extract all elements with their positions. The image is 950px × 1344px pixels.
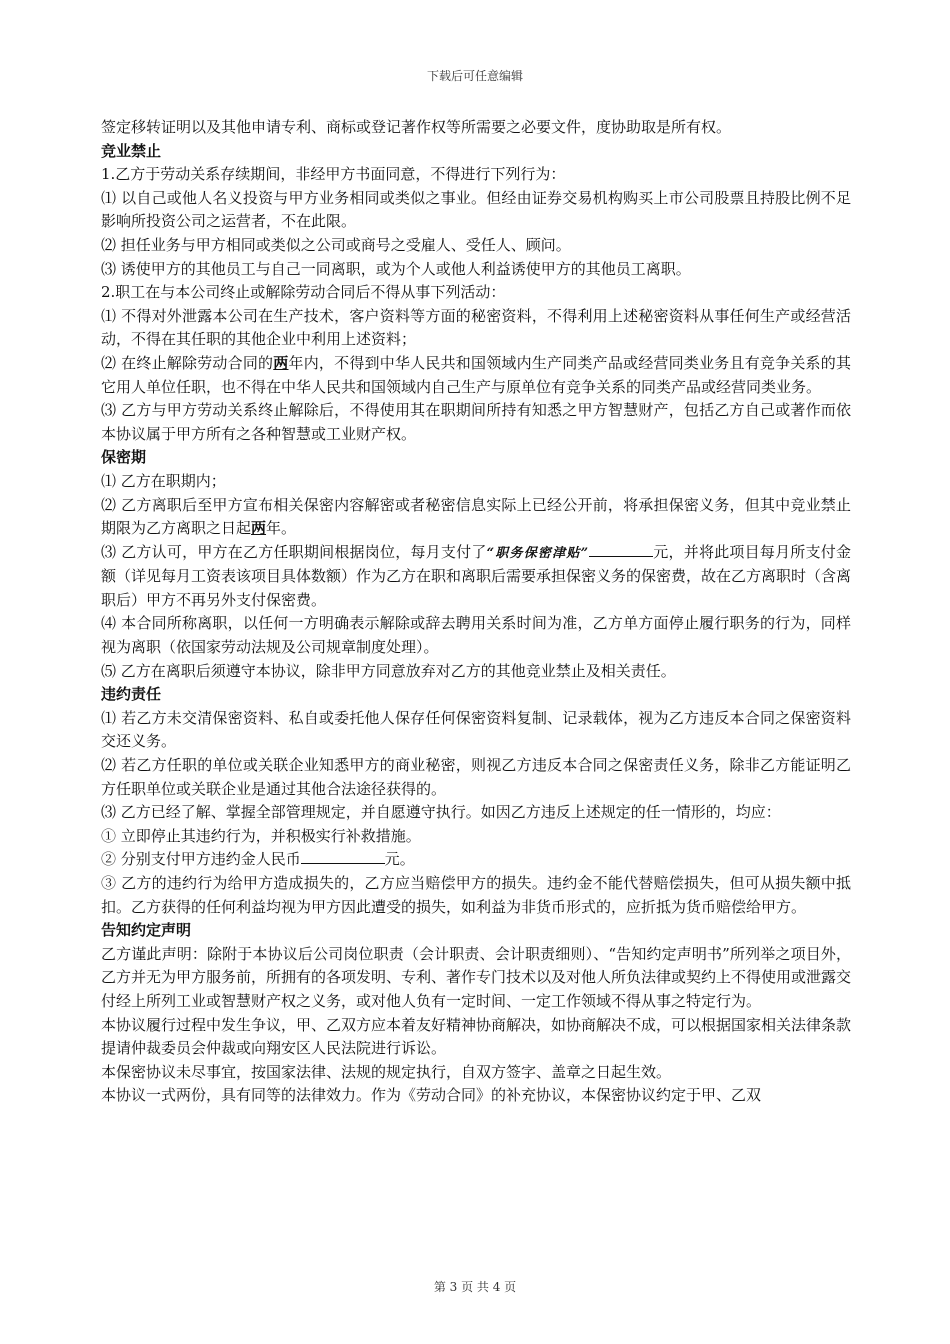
page-header: 下载后可任意编辑 — [426, 69, 523, 83]
clause-paragraph: 本保密协议未尽事宜，按国家法律、法规的规定执行，自双方签字、盖章之日起生效。 — [101, 1062, 672, 1081]
clause-paragraph: 本协议履行过程中发生争议，甲、乙双方应本着友好精神协商解决，如协商解决不成，可以根据国家相关法律条款提请仲裁委员会仲裁或向翔安区人民法院进行诉讼。 — [101, 1015, 852, 1058]
section-heading-declaration: 告知约定声明 — [101, 921, 192, 940]
clause-paragraph: 1.乙方于劳动关系存续期间，非经甲方书面同意，不得进行下列行为： — [101, 165, 566, 184]
clause-paragraph: ⑴ 乙方在职期内； — [101, 471, 226, 490]
intro-paragraph: 签定移转证明以及其他申请专利、商标或登记著作权等所需要之必要文件，度协助取是所有权。 — [101, 118, 732, 136]
clause-paragraph — [101, 848, 851, 872]
clause-paragraph: ⑷ 本合同所称离职，以任何一方明确表示解除或辞去聘用关系时间为准，乙方单方面停止履行职务的行为，同样视为离职（依国家劳动法规及公司规章制度处理）。 — [101, 614, 851, 657]
clause-text: ⑶ 乙方认可，甲方在乙方任职期间根据岗位，每月支付了 — [101, 542, 487, 561]
clause-text: 年。 — [266, 519, 297, 538]
clause-paragraph: ① 立即停止其违约行为，并积极实行补救措施。 — [101, 826, 421, 845]
clause-text: 元，并将此项目每月所支付金额（详见每月工资表该项目具体数额）作为乙方在职和离职后需要承担保密义务的保密费，故在乙方离职时（含离职后）甲方不再另外支付保密费。 — [101, 542, 852, 609]
clause-paragraph: 本协议一式两份，具有同等的法律效力。作为《劳动合同》的补充协议，本保密协议约定于甲、乙双 — [101, 1086, 762, 1105]
clause-paragraph: ⑶ 乙方已经了解、掌握全部管理规定，并自愿遵守执行。如因乙方违反上述规定的任一情形的，均应： — [101, 803, 781, 822]
document-body — [101, 116, 851, 1108]
year-count: 两 — [273, 353, 289, 372]
clause-paragraph: 乙方谨此声明：除附于本协议后公司岗位职责（会计职责、会计职责细则）、“告知约定声明书”所列举之项目外，乙方并无为甲方服务前，所拥有的各项发明、专利、著作专门技术以及对他人所负法律或契约上不得使用或泄露交付经上所列工业或智慧财产权之义务，或对他人负有一定时间、一定工作领域不得从事之特定行为。 — [101, 944, 852, 1010]
clause-text: ② 分别支付甲方违约金人民币 — [101, 850, 301, 869]
section-heading-noncompete: 竞业禁止 — [101, 141, 162, 160]
allowance-label: “职务保密津贴” — [486, 545, 590, 561]
clause-paragraph: ⑴ 若乙方未交清保密资料、私自或委托他人保存任何保密资料复制、记录载体，视为乙方违反本合同之保密资料交还义务。 — [101, 708, 851, 751]
clause-paragraph: ③ 乙方的违约行为给甲方造成损失的，乙方应当赔偿甲方的损失。违约金不能代替赔偿损失，但可从损失额中抵扣。乙方获得的任何利益均视为甲方因此遭受的损失，如利益为非货币形式的，应折抵为货币赔偿给甲方。 — [101, 874, 851, 916]
clause-paragraph: ⑶ 诱使甲方的其他员工与自己一同离职，或为个人或他人利益诱使甲方的其他员工离职。 — [101, 259, 691, 278]
page-footer: 第 3 页 共 4 页 — [433, 1280, 517, 1294]
clause-paragraph: 2.职工在与本公司终止或解除劳动合同后不得从事下列活动： — [101, 283, 506, 302]
clause-text: 年内，不得到中华人民共和国领域内生产同类产品或经营同类业务且有竞争关系的其它用人单位任职，也不得在中华人民共和国领域内自己生产与原单位有竞争关系的同类产品或经营同类业务。 — [101, 353, 851, 396]
clause-paragraph — [101, 352, 851, 399]
clause-text: ⑵ 乙方离职后至甲方宣布相关保密内容解密或者秘密信息实际上已经公开前，将承担保密义务，但其中竞业禁止期限为乙方离职之日起 — [101, 495, 851, 538]
section-heading-liability: 违约责任 — [101, 685, 162, 704]
clause-paragraph: ⑴ 以自己或他人名义投资与甲方业务相同或类似之事业。但经由证券交易机构购买上市公司股票且持股比例不足影响所投资公司之运营者，不在此限。 — [101, 188, 851, 231]
clause-paragraph: ⑵ 若乙方任职的单位或关联企业知悉甲方的商业秘密，则视乙方违反本合同之保密责任义务，除非乙方能证明乙方任职单位或关联企业是通过其他合法途径获得的。 — [101, 756, 851, 798]
penalty-amount-blank — [301, 848, 385, 864]
year-count: 两 — [251, 519, 267, 538]
clause-paragraph — [101, 541, 851, 613]
clause-paragraph — [101, 494, 851, 541]
clause-paragraph: ⑴ 不得对外泄露本公司在生产技术，客户资料等方面的秘密资料，不得利用上述秘密资料从事任何生产或经营活动，不得在其任职的其他企业中利用上述资料； — [101, 306, 851, 349]
clause-paragraph: ⑸ 乙方在离职后须遵守本协议，除非甲方同意放弃对乙方的其他竞业禁止及相关责任。 — [101, 661, 676, 680]
clause-text: ⑵ 在终止解除劳动合同的 — [101, 353, 274, 372]
amount-blank — [589, 541, 653, 557]
clause-paragraph: ⑶ 乙方与甲方劳动关系终止解除后，不得使用其在职期间所持有知悉之甲方智慧财产，包括乙方自己或著作而依本协议属于甲方所有之各种智慧或工业财产权。 — [101, 401, 851, 443]
clause-paragraph: ⑵ 担任业务与甲方相同或类似之公司或商号之受雇人、受任人、顾问。 — [101, 235, 571, 254]
clause-text: 元。 — [384, 850, 415, 869]
section-heading-confidentiality: 保密期 — [101, 448, 147, 467]
